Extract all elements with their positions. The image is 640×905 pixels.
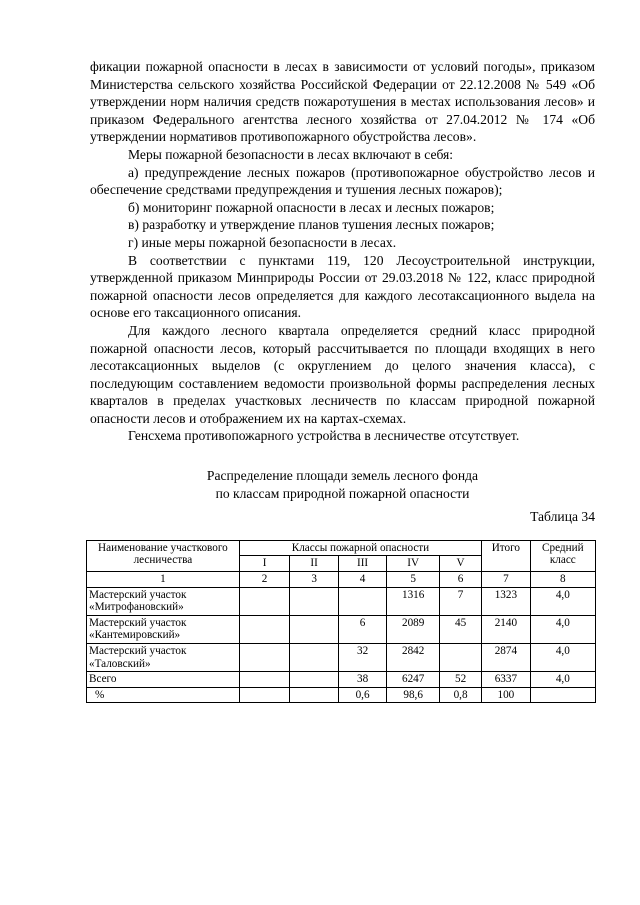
table-header-row (87, 540, 596, 556)
cell-class-3: 38 (338, 672, 386, 688)
table-colnum-row (87, 572, 596, 588)
cell-class-2 (290, 587, 338, 615)
table-row (87, 615, 596, 643)
cell-total: 2140 (482, 615, 530, 643)
table-row (87, 644, 596, 672)
cell-class-1 (239, 687, 290, 703)
cell-class-1 (239, 615, 290, 643)
table-row-total (87, 672, 596, 688)
cell-class-2 (290, 672, 338, 688)
list-item-b: б) мониторинг пожарной опасности в лесах и лесных пожаров; (128, 199, 495, 215)
table-title (90, 467, 595, 502)
list-item-a: а) предупреждение лесных пожаров (противопожарное обустройство лесов и обеспечение средствами предупреждения и тушения лесных пожаров); (90, 164, 595, 198)
paragraph-genscheme: Генсхема противопожарного устройства в лесничестве отсутствует. (128, 428, 520, 444)
paragraph-instruction: В соответствии с пунктами 119, 120 Лесоустроительной инструкции, утвержденной приказом Минприроды России от 29.03.2018 № 122, класс природной пожарной опасности лесов определяется для каждого лесотаксационного выдела на основе его таксационного описания. (90, 252, 595, 321)
row-name: Мастерский участок «Митрофановский» (87, 587, 240, 615)
table-title-line1: Распределение площади земель лесного фонда (206, 468, 479, 484)
header-class-4: IV (387, 556, 440, 572)
cell-class-4: 1316 (387, 587, 440, 615)
row-name: Мастерский участок «Кантемировский» (87, 615, 240, 643)
colnum-cell: 5 (387, 572, 440, 588)
cell-class-1 (239, 587, 290, 615)
header-class-2: II (290, 556, 338, 572)
cell-total: 2874 (482, 644, 530, 672)
cell-avg: 4,0 (530, 644, 595, 672)
cell-class-5: 0,8 (440, 687, 482, 703)
cell-class-4: 6247 (387, 672, 440, 688)
table-number: Таблица 34 (530, 509, 595, 525)
cell-class-4: 2842 (387, 644, 440, 672)
cell-total: 100 (482, 687, 530, 703)
header-name: Наименование участкового лесничества (87, 540, 240, 571)
colnum-cell: 1 (87, 572, 240, 588)
table-row-percent (87, 687, 596, 703)
header-avg: Средний класс (530, 540, 595, 571)
document-page (90, 58, 595, 703)
cell-total: 1323 (482, 587, 530, 615)
row-name: % (87, 687, 240, 703)
cell-class-4: 2089 (387, 615, 440, 643)
cell-class-5: 45 (440, 615, 482, 643)
colnum-cell: 7 (482, 572, 530, 588)
cell-class-5 (440, 644, 482, 672)
list-item-v: в) разработку и утверждение планов тушения лесных пожаров; (128, 217, 495, 233)
cell-class-2 (290, 644, 338, 672)
row-name: Мастерский участок «Таловский» (87, 644, 240, 672)
table-row (87, 587, 596, 615)
paragraph-regulations: фикации пожарной опасности в лесах в зависимости от условий погоды», приказом Министерства сельского хозяйства Российской Федерации от 22.12.2008 № 549 «Об утверждении норм наличия средств пожаротушения в местах использования лесов» и приказом Федерального агентства лесного хозяйства от 27.04.2012 № 174 «Об утверждении нормативов противопожарного обустройства лесов». (90, 59, 595, 145)
cell-avg: 4,0 (530, 672, 595, 688)
cell-total: 6337 (482, 672, 530, 688)
header-classes: Классы пожарной опасности (239, 540, 481, 556)
header-class-5: V (440, 556, 482, 572)
table-title-line2: по классам природной пожарной опасности (215, 485, 470, 501)
cell-class-3: 6 (338, 615, 386, 643)
cell-class-5: 52 (440, 672, 482, 688)
cell-class-4: 98,6 (387, 687, 440, 703)
colnum-cell: 3 (290, 572, 338, 588)
cell-avg (530, 687, 595, 703)
paragraph-measures-intro: Меры пожарной безопасности в лесах включают в себя: (128, 146, 454, 162)
colnum-cell: 6 (440, 572, 482, 588)
cell-class-3: 0,6 (338, 687, 386, 703)
paragraph-average-class: Для каждого лесного квартала определяется средний класс природной пожарной опасности лесов, который рассчитывается по площади входящих в него лесотаксационных выделов (с округлением до целого значения класса), с последующим составлением ведомости произвольной формы распределения лесных кварталов в пределах участковых лесничеств по классам природной пожарной опасности лесов и отображением их на картах-схемах. (90, 322, 595, 426)
fire-class-table (86, 540, 596, 704)
header-class-1: I (239, 556, 290, 572)
cell-class-1 (239, 672, 290, 688)
list-item-g: г) иные меры пожарной безопасности в лесах. (128, 234, 397, 250)
header-total: Итого (482, 540, 530, 571)
colnum-cell: 4 (338, 572, 386, 588)
cell-class-3: 32 (338, 644, 386, 672)
cell-class-1 (239, 644, 290, 672)
cell-class-5: 7 (440, 587, 482, 615)
cell-avg: 4,0 (530, 587, 595, 615)
cell-avg: 4,0 (530, 615, 595, 643)
row-name: Всего (87, 672, 240, 688)
colnum-cell: 2 (239, 572, 290, 588)
header-class-3: III (338, 556, 386, 572)
cell-class-2 (290, 687, 338, 703)
cell-class-3 (338, 587, 386, 615)
colnum-cell: 8 (530, 572, 595, 588)
cell-class-2 (290, 615, 338, 643)
